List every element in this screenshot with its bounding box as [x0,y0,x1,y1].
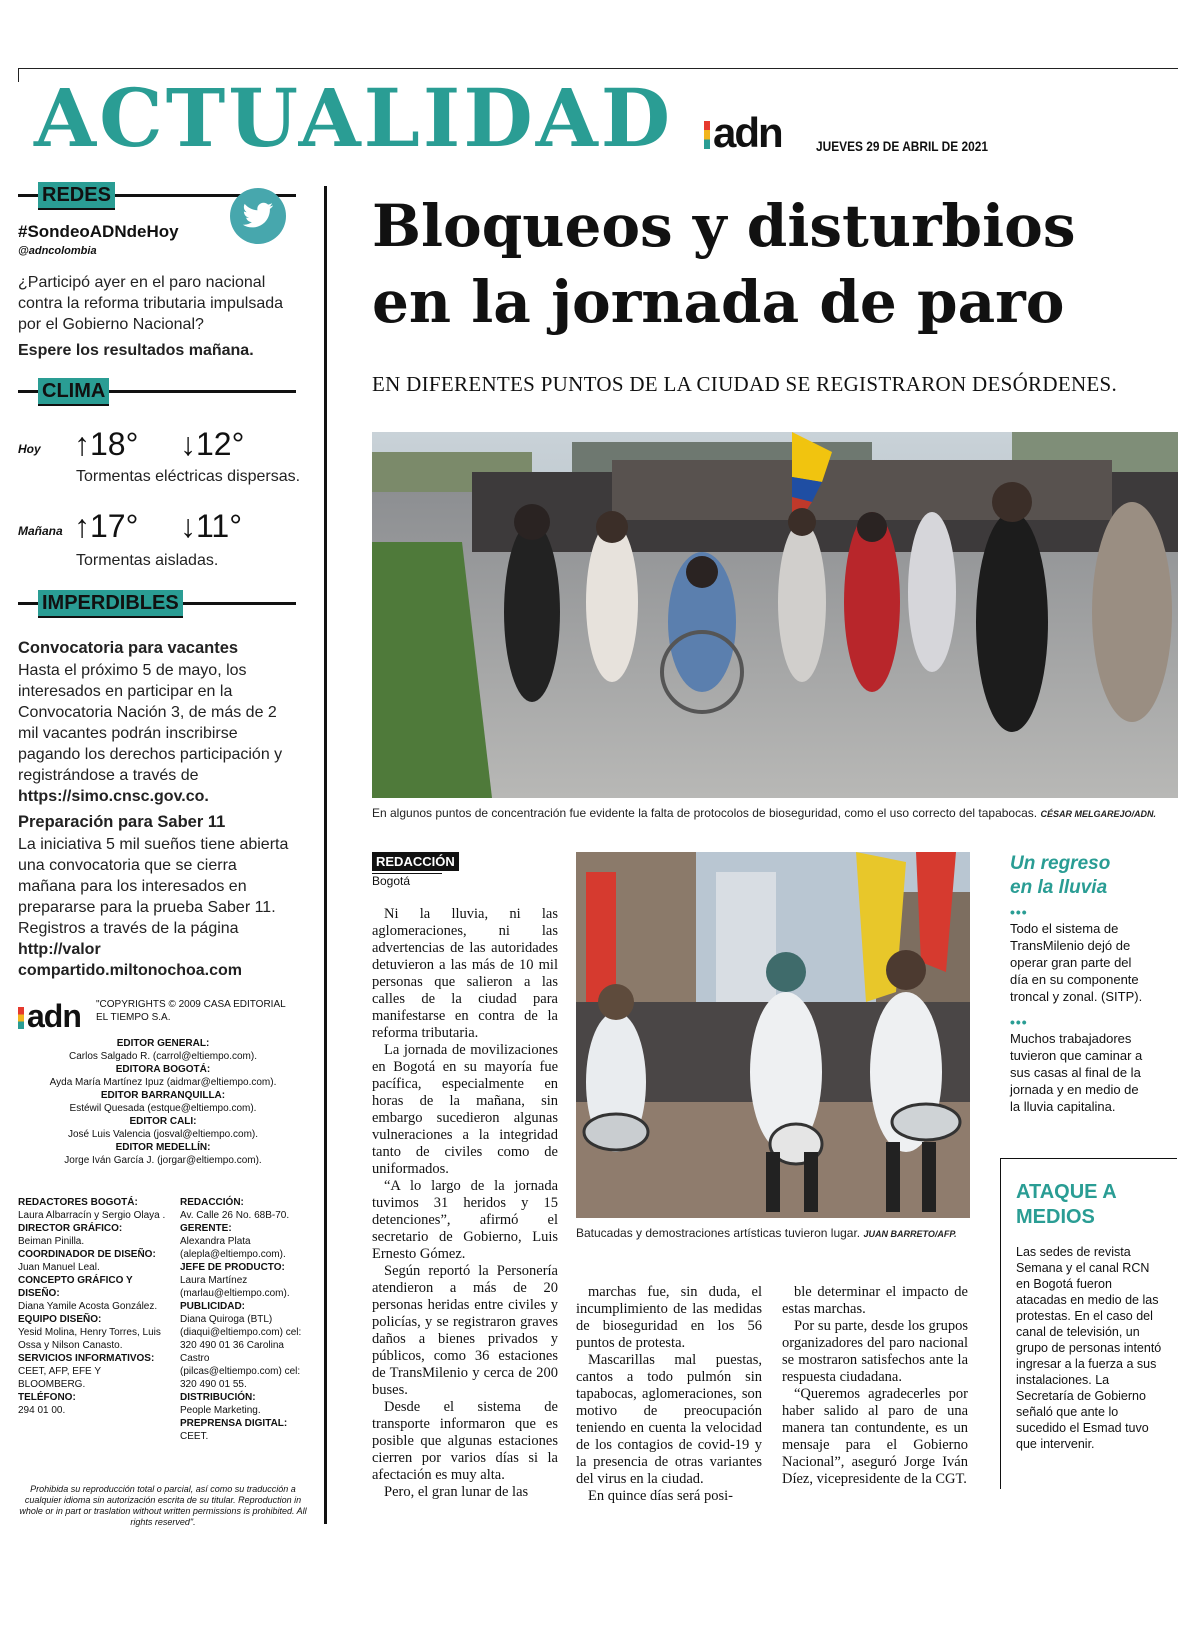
header-tick [18,68,19,82]
photo2-caption [576,1226,957,1240]
photo1-caption [372,806,1156,820]
headline-line-1: Bloqueos y disturbios [372,192,1076,260]
weather-high-tomorrow: ↑17° [74,508,139,544]
byline-city: Bogotá [372,873,442,888]
twitter-bird-icon [230,188,286,244]
imperdible-body-2: La iniciativa 5 mil sueños tiene abierta una convocatoria que se cierra mañana para los interesados en prepararse para la prueba Saber 11. Registros a través de la página [18,836,289,937]
staff-role: CONCEPTO GRÁFICO Y DISEÑO: [18,1275,133,1299]
article-paragraph: “Queremos agradecerles por haber salido al paro de una manera tan contundente, es un mensaje para el Gobierno Nacional”, aseguró Jorge Iván Díez, vicepresidente de la CGT. [782,1386,968,1487]
rail-title [1010,852,1110,900]
imperdible-text-2 [18,834,298,981]
weather-day-tomorrow: Mañana [18,524,63,538]
imperdible-title-1: Convocatoria para vacantes [18,639,239,657]
staff-name: People Marketing. [180,1405,261,1416]
staff-name: CEET, AFP, EFE Y BLOOMBERG. [18,1366,101,1390]
header-rule [18,68,1178,69]
staff-name: Ayda María Martínez Ipuz (aidmar@eltiempo.com). [49,1077,277,1088]
copyright: "COPYRIGHTS © 2009 CASA EDITORIAL EL TIEMPO S.A. [96,999,286,1023]
byline: REDACCIÓN [372,852,459,871]
staff-name: Yesid Molina, Henry Torres, Luis Ossa y Nilson Canasto. [18,1327,161,1351]
weather-desc-tomorrow: Tormentas aisladas. [76,552,219,569]
staff-role: COORDINADOR DE DISEÑO: [18,1249,156,1260]
attack-box-title [1016,1180,1117,1230]
article-paragraph: Ni la lluvia, ni las aglomeraciones, ni las advertencias de las autoridades detuvieron a las más de 10 mil personas que salieron a las calles de la ciudad para manifestarse en contra de la reforma tributaria. [372,906,558,1041]
headline [372,188,1172,340]
staff-role: DIRECTOR GRÁFICO: [18,1223,123,1234]
staff-role: EDITOR CALI: [129,1116,197,1127]
article-column-3 [782,1284,968,1488]
logo-text: adn [713,109,782,156]
staff-name: Carlos Salgado R. (carrol@eltiempo.com). [69,1051,257,1062]
article-paragraph: marchas fue, sin duda, el incumplimiento de las medidas de bioseguridad en los 56 puntos de protesta. [576,1284,762,1351]
photo2-credit: JUAN BARRETO/AFP. [863,1229,957,1239]
sondeo-hashtag: #SondeoADNdeHoy [18,222,179,241]
staff-name: Jorge Iván García J. (jorgar@eltiempo.com). [64,1155,262,1166]
weather-high-today: ↑18° [74,426,139,462]
logo-bars-icon [18,1007,24,1029]
weather-day-today: Hoy [18,442,41,456]
staff-name: Laura Martínez (marlau@eltiempo.com). [180,1275,290,1299]
imperdibles-header [18,590,296,616]
staff-role: PUBLICIDAD: [180,1301,245,1312]
article-paragraph: ble determinar el impacto de estas marchas. [782,1284,968,1317]
staff-name: Estéwil Quesada (estque@eltiempo.com). [69,1103,257,1114]
staff-role: EDITOR GENERAL: [116,1038,210,1049]
weather-low-today: ↓12° [180,426,245,462]
staff-name: Beiman Pinilla. [18,1236,85,1247]
photo1-credit: CÉSAR MELGAREJO/ADN. [1040,809,1156,819]
article-paragraph: Por su parte, desde los grupos organizadores del paro nacional se mostraron satisfechos ante la respuesta ciudadana. [782,1318,968,1385]
sondeo-cta: Espere los resultados mañana. [18,342,254,359]
staff-name: Laura Albarracín y Sergio Olaya . [18,1210,166,1221]
headline-line-2: en la jornada de paro [372,268,1065,336]
staff-name: Diana Quiroga (BTL) (diaqui@eltiempo.com) cel: 320 490 01 36 Carolina Castro (pilcas@eltiempo.com) cel: 320 490 01 55. [180,1314,302,1390]
imperdible-body-1: Hasta el próximo 5 de mayo, los interesados en participar en la Convocatoria Nación 3, de más de 2 mil vacantes podrán inscribirse pagando los derechos participación y registrándose a través de [18,662,283,784]
staff-name: CEET. [180,1431,209,1442]
article-column-2 [576,1284,762,1505]
attack-box-title-line-1: ATAQUE A [1016,1181,1117,1203]
rail-dots-1: ••• [1010,904,1028,920]
sondeo-question: ¿Participó ayer en el paro nacional contra la reforma tributaria impulsada por el Gobierno Nacional? [18,274,284,333]
staff-name: Av. Calle 26 No. 68B-70. [180,1210,290,1221]
staff-role: SERVICIOS INFORMATIVOS: [18,1353,155,1364]
redes-label: REDES [38,182,115,210]
drummers-photo [576,852,970,1218]
rail-title-line-1: Un regreso [1010,853,1111,874]
staff-role: EDITORA BOGOTÁ: [115,1064,211,1075]
logo-bars-icon [704,121,710,149]
staff-name: Diana Yamile Acosta González. [18,1301,158,1312]
clima-header [18,378,296,404]
staff-role: GERENTE: [180,1223,232,1234]
photo2-caption-text: Batucadas y demostraciones artísticas tuvieron lugar. [576,1226,861,1240]
article-paragraph: En quince días será posi- [588,1488,733,1504]
staff-role: TELÉFONO: [18,1392,76,1403]
staff-name: José Luis Valencia (josval@eltiempo.com). [67,1129,259,1140]
staff-name: 294 01 00. [18,1405,66,1416]
protest-crowd-photo [372,432,1178,798]
staff-role: REDACTORES BOGOTÁ: [18,1197,138,1208]
imperdible-title-2: Preparación para Saber 11 [18,813,226,831]
imperdibles-label: IMPERDIBLES [38,590,183,618]
article-paragraph: “A lo largo de la jornada tuvimos 31 heridos y 15 detenciones”, afirmó el secretario de Gobierno, Luis Ernesto Gómez. [372,1178,558,1262]
imperdible-link-2[interactable]: http://valor compartido.miltonochoa.com [18,941,243,979]
staff-role: REDACCIÓN: [180,1197,244,1208]
staff-role: DISTRIBUCIÓN: [180,1392,256,1403]
adn-logo [704,109,782,156]
staff-role: PREPRENSA DIGITAL: [180,1418,288,1429]
article-paragraph: Desde el sistema de transporte informaron que es posible que algunas estaciones cierren por varios días si la afectación es muy alta. [372,1399,558,1483]
article-paragraph: Según reportó la Personería atendieron a más de 20 personas heridas entre civiles y policías, y se registraron graves daños a bienes privados y públicos, como 36 estaciones de TransMilenio y cerca de 200 buses. [372,1263,558,1398]
rail-dots-2: ••• [1010,1014,1028,1030]
staff-left [18,1196,168,1417]
deck: EN DIFERENTES PUNTOS DE LA CIUDAD SE REGISTRARON DESÓRDENES. [372,372,1118,396]
rail-item-1: Todo el sistema de TransMilenio dejó de operar gran parte del día en su componente troncal y zonal. (SITP). [1010,921,1143,1004]
imperdible-text-1 [18,660,298,807]
article-paragraph: Pero, el gran lunar de las [384,1484,529,1500]
staff-role: EDITOR MEDELLÍN: [115,1142,211,1153]
section-title: ACTUALIDAD [34,71,674,165]
article-paragraph: La jornada de movilizaciones en Bogotá en su mayoría fue pacífica, especialmente en horas de la mañana, sin embargo sucedieron algunas vulneraciones a la integridad tanto de civiles como de uniformados. [372,1042,558,1177]
article-paragraph: Mascarillas mal puestas, cantos a todo pulmón sin tapabocas, aglomeraciones, son motivo de preocupación teniendo en cuenta la velocidad de los contagios de covid-19 y la presencia de otras variantes del virus en la ciudad. [576,1352,762,1487]
logo-small-text: adn [27,998,81,1034]
clima-label: CLIMA [38,378,109,406]
weather-low-tomorrow: ↓11° [180,508,243,544]
article-column-1 [372,906,558,1501]
staff-name: Alexandra Plata (alepla@eltiempo.com). [180,1236,286,1260]
staff-role: JEFE DE PRODUCTO: [180,1262,285,1273]
masthead [18,1037,308,1167]
weather-desc-today: Tormentas eléctricas dispersas. [76,468,301,485]
column-divider [324,186,327,1524]
imperdible-link-1[interactable]: https://simo.cnsc.gov.co. [18,788,209,805]
attack-box-text: Las sedes de revista Semana y el canal RCN en Bogotá fueron atacadas en medio de las protestas. En el caso del canal de televisión, un grupo de personas intentó ingresar a la fuerza a sus instalaciones. La Secretaría de Gobierno señaló que ante lo sucedido el Esmad tuvo que intervenir. [1016,1245,1162,1451]
adn-logo-small [18,1000,81,1032]
rail-item-2: Muchos trabajadores tuvieron que caminar a sus casas al final de la jornada y en medio de la lluvia capitalina. [1010,1031,1143,1114]
staff-role: EQUIPO DISEÑO: [18,1314,102,1325]
photo1-caption-text: En algunos puntos de concentración fue evidente la falta de protocolos de bioseguridad, como el uso correcto del tapabocas. [372,806,1038,820]
staff-role: EDITOR BARRANQUILLA: [100,1090,226,1101]
twitter-handle: @adncolombia [18,245,97,257]
rail-title-line-2: en la lluvia [1010,877,1108,898]
attack-box-title-line-2: MEDIOS [1016,1206,1095,1228]
issue-date: JUEVES 29 DE ABRIL DE 2021 [816,138,988,154]
staff-name: Juan Manuel Leal. [18,1262,100,1273]
legal-notice: Prohibida su reproducción total o parcial, así como su traducción a cualquier idioma sin autorización escrita de su titular. Reproduction in whole or in part or traslation without written permissions is prohibited. All rights reserved". [19,1484,307,1527]
staff-right [180,1196,310,1443]
